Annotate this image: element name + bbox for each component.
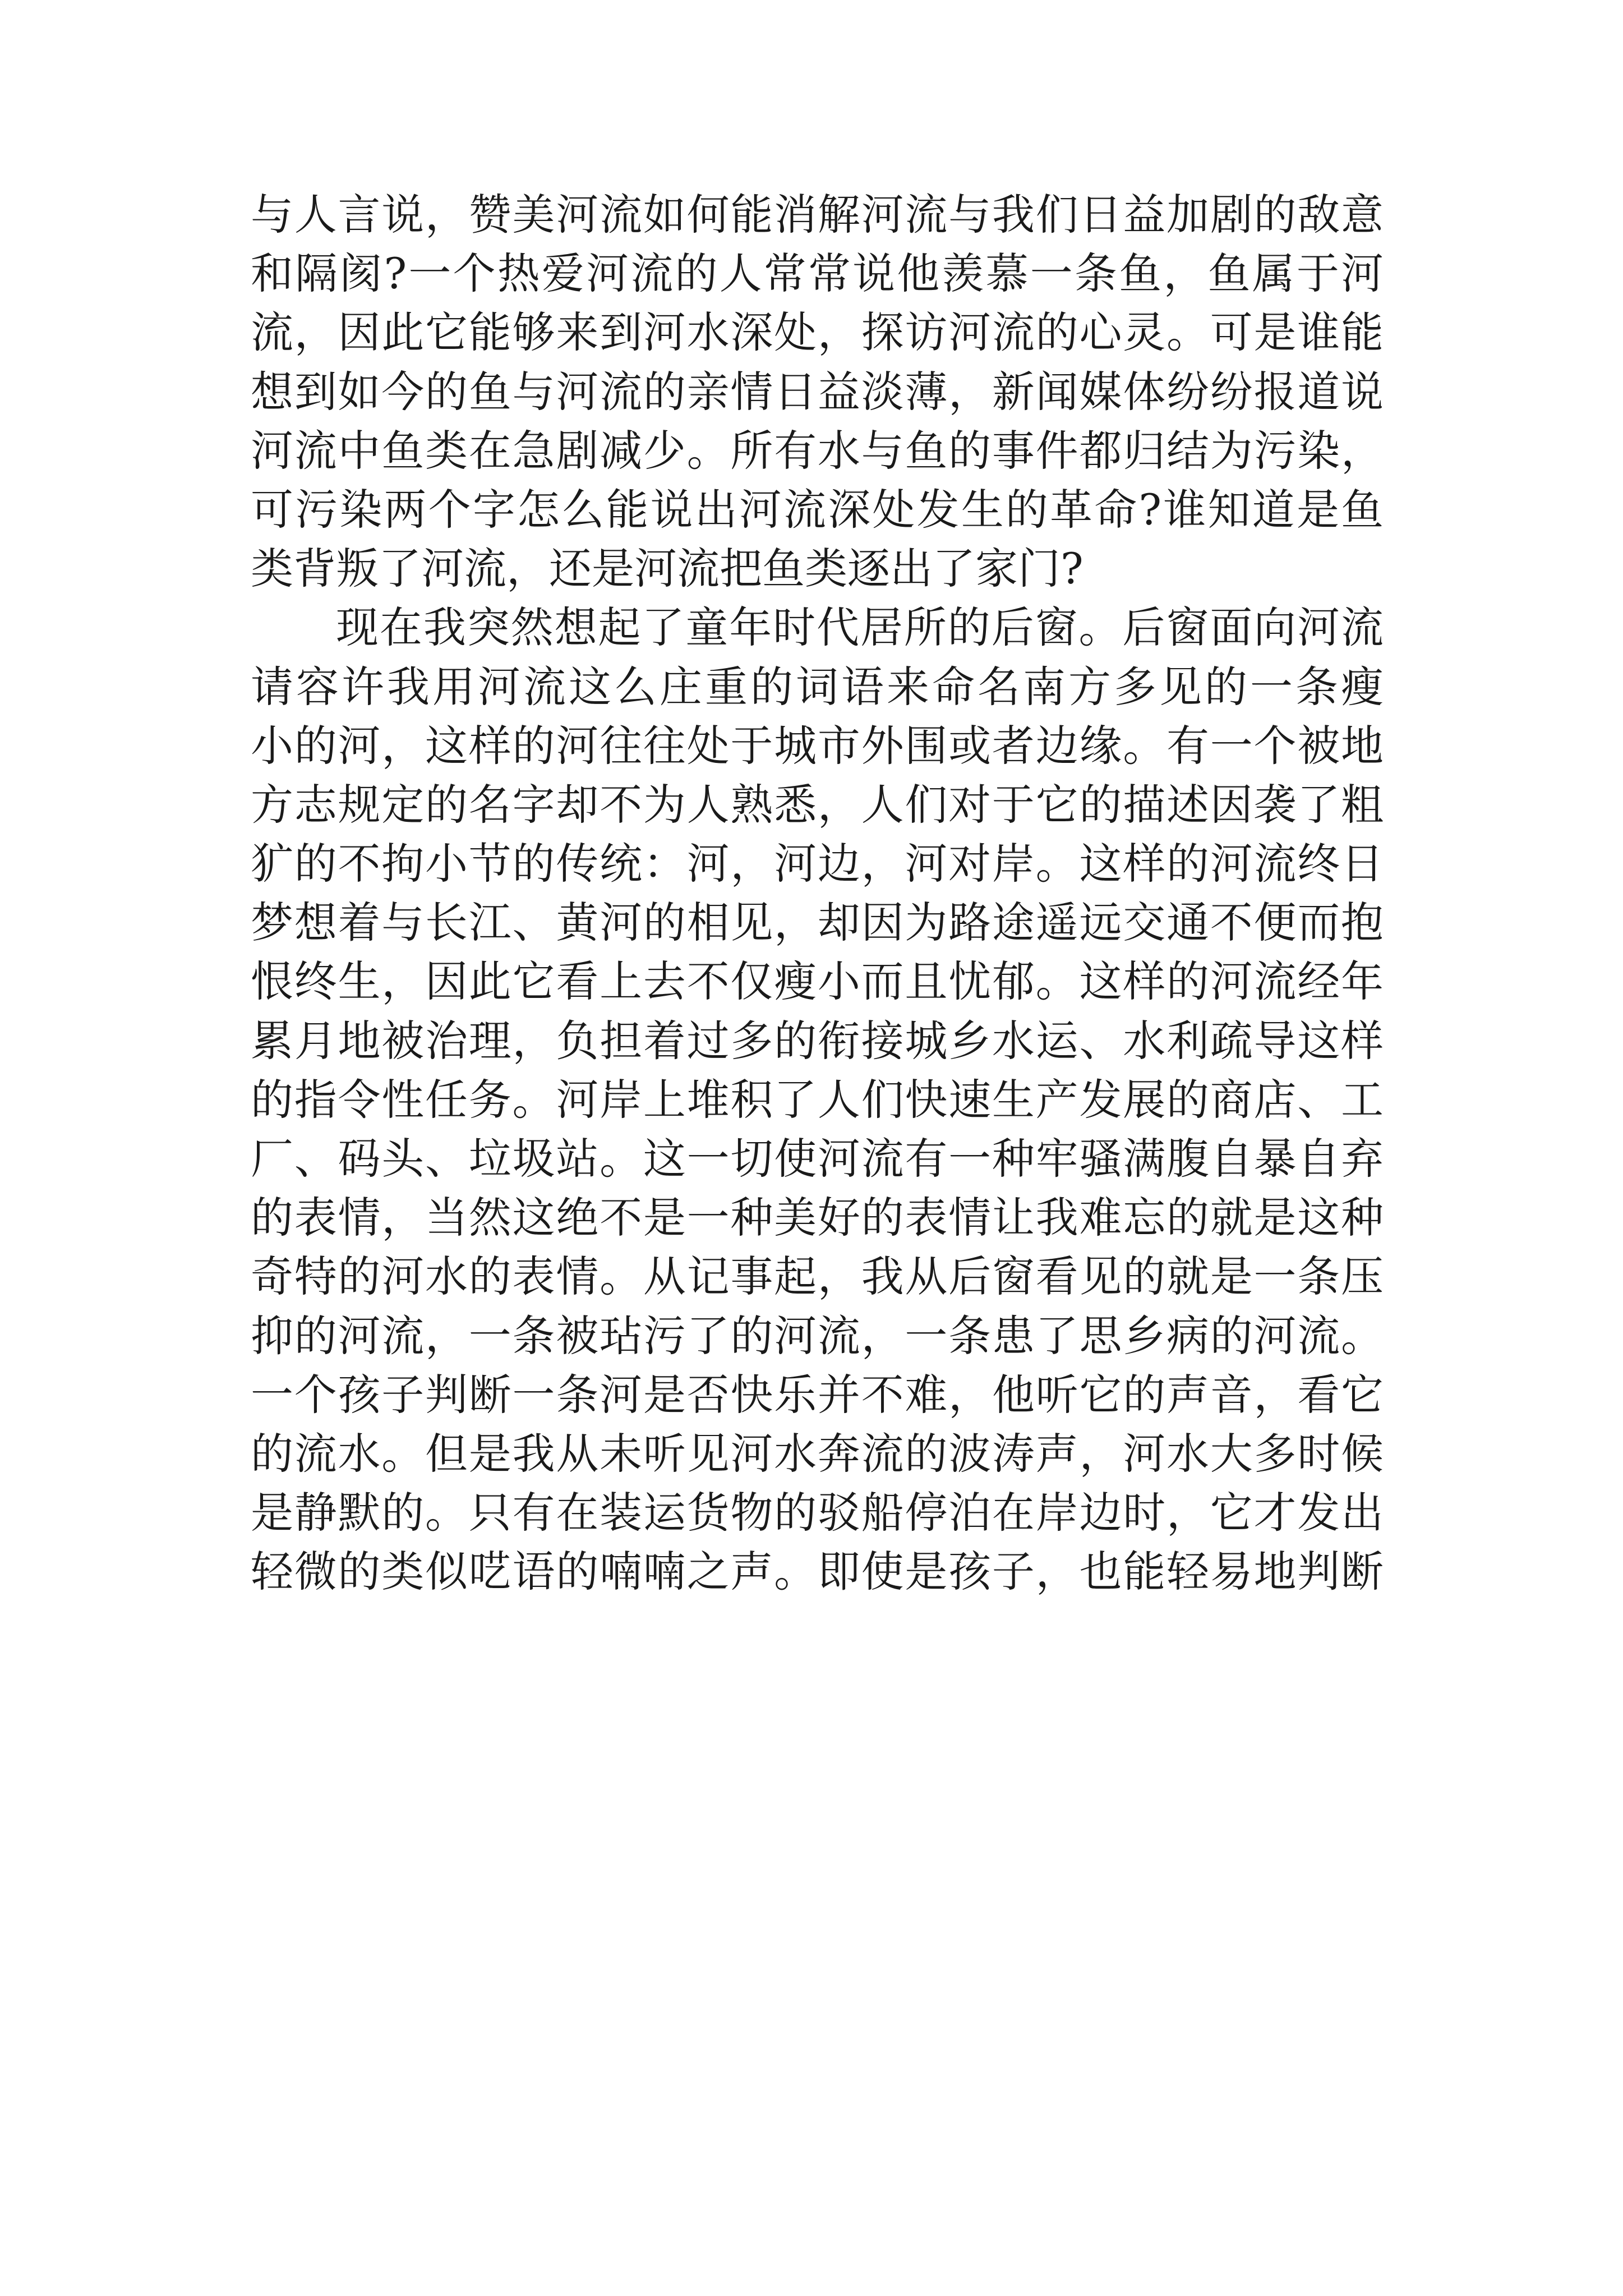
text-line: 现在我突然想起了童年时代居所的后窗。后窗面向河流 [336,602,1384,653]
text-line: 与人言说，赞美河流如何能消解河流与我们日益加剧的敌意 [251,190,1384,240]
text-line: 一个孩子判断一条河是否快乐并不难，他听它的声音，看它 [251,1369,1384,1420]
text-line: 犷的不拘小节的传统：河，河边，河对岸。这样的河流终日 [251,839,1384,889]
text-line: 想到如今的鱼与河流的亲情日益淡薄，新闻媒体纷纷报道说 [251,366,1384,417]
text-line: 轻微的类似呓语的喃喃之声。即使是孩子，也能轻易地判断 [251,1547,1384,1597]
text-line: 类背叛了河流，还是河流把鱼类逐出了家门? [251,544,1083,594]
text-line: 恨终生，因此它看上去不仅瘦小而且忧郁。这样的河流经年 [251,956,1384,1007]
text-line: 河流中鱼类在急剧减少。所有水与鱼的事件都归结为污染， [251,425,1384,476]
text-line: 奇特的河水的表情。从记事起，我从后窗看见的就是一条压 [251,1251,1384,1302]
text-line: 累月地被治理，负担着过多的衔接城乡水运、水利疏导这样 [251,1015,1384,1066]
text-line: 请容许我用河流这么庄重的词语来命名南方多见的一条瘦 [251,661,1384,712]
text-line: 的流水。但是我从未听见河水奔流的波涛声，河水大多时候 [251,1428,1384,1479]
text-line: 可污染两个字怎么能说出河流深处发生的革命?谁知道是鱼 [251,484,1384,535]
text-line: 抑的河流，一条被玷污了的河流，一条患了思乡病的河流。 [251,1310,1384,1361]
text-line: 方志规定的名字却不为人熟悉，人们对于它的描述因袭了粗 [251,779,1384,830]
text-line: 梦想着与长江、黄河的相见，却因为路途遥远交通不便而抱 [251,898,1384,948]
text-line: 流，因此它能够来到河水深处，探访河流的心灵。可是谁能 [251,307,1384,358]
text-line: 和隔阂?一个热爱河流的人常常说他羡慕一条鱼，鱼属于河 [251,249,1384,299]
text-line: 的表情，当然这绝不是一种美好的表情让我难忘的就是这种 [251,1193,1384,1243]
text-line: 小的河，这样的河往往处于城市外围或者边缘。有一个被地 [251,720,1384,771]
text-line: 厂、码头、垃圾站。这一切使河流有一种牢骚满腹自暴自弃 [251,1134,1384,1184]
text-line: 的指令性任务。河岸上堆积了人们快速生产发展的商店、工 [251,1074,1384,1125]
body-text [251,185,1384,1602]
text-line: 是静默的。只有在装运货物的驳船停泊在岸边时，它才发出 [251,1488,1384,1538]
